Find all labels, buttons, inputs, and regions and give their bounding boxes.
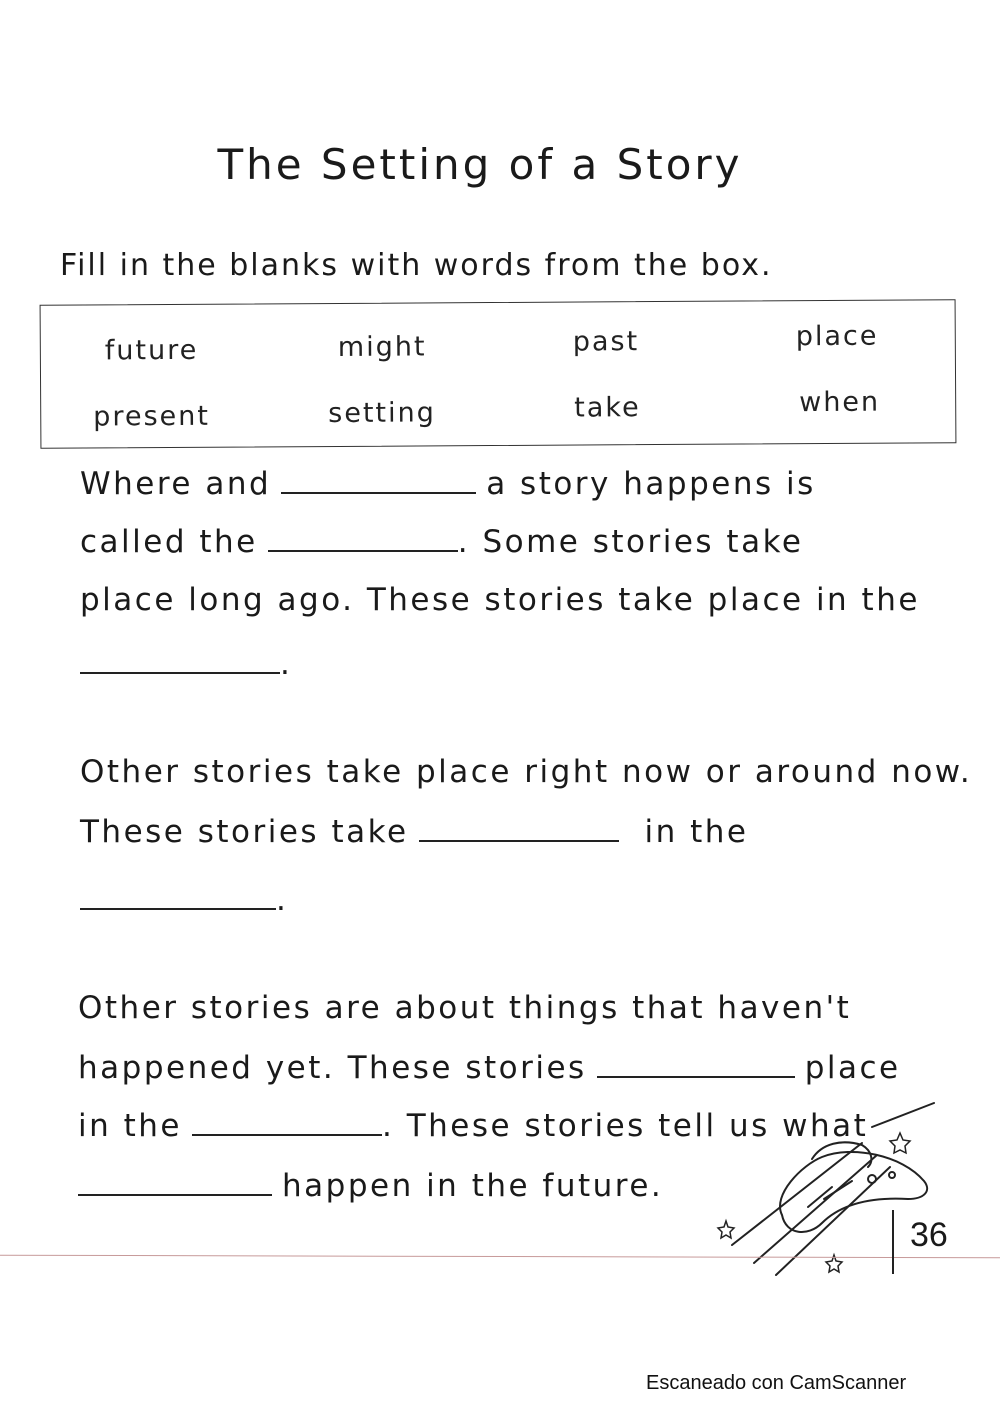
blank-field[interactable]: [419, 814, 619, 842]
blank-field[interactable]: [281, 466, 476, 494]
paragraph1-line2: [80, 524, 804, 560]
text: . Some stories take: [457, 524, 804, 560]
blank-field[interactable]: [80, 646, 280, 674]
word-bank-item: past: [572, 326, 640, 358]
text: . These stories tell us what: [382, 1108, 869, 1144]
word-bank-box: [40, 299, 957, 449]
paragraph2-line3: [80, 882, 288, 918]
text: in the: [644, 814, 749, 850]
paragraph2-line2: [80, 814, 749, 850]
text: These stories take: [80, 814, 409, 850]
star-icon: [890, 1133, 910, 1153]
word-bank-item: place: [795, 320, 879, 353]
text: .: [276, 882, 289, 918]
word-bank-item: take: [574, 392, 641, 424]
paragraph3-line4: [78, 1168, 663, 1204]
blank-field[interactable]: [80, 882, 276, 910]
text: .: [280, 646, 293, 682]
worksheet-title: The Setting of a Story: [217, 140, 743, 189]
blank-field[interactable]: [78, 1168, 272, 1196]
paragraph3-line2: [78, 1050, 901, 1086]
text: a story happens is: [486, 466, 816, 502]
star-icon: [718, 1221, 734, 1238]
text: in the: [78, 1108, 182, 1144]
text: happen in the future.: [282, 1168, 664, 1204]
word-bank-item: might: [337, 331, 427, 363]
blank-field[interactable]: [192, 1108, 382, 1136]
scanner-watermark: Escaneado con CamScanner: [646, 1372, 907, 1394]
page-number: 36: [910, 1216, 948, 1254]
text: happened yet. These stories: [78, 1050, 587, 1086]
paragraph1-line4: [80, 646, 292, 682]
word-bank-item: present: [93, 400, 210, 433]
word-bank-item: setting: [328, 397, 436, 430]
paragraph2-line1: Other stories take place right now or around now.: [80, 754, 973, 790]
text: place: [804, 1050, 901, 1086]
paragraph1-line3: place long ago. These stories take place in the: [80, 582, 920, 618]
instructions: Fill in the blanks with words from the box.: [60, 248, 773, 283]
blank-field[interactable]: [268, 524, 458, 552]
word-bank-item: future: [104, 334, 199, 367]
blank-field[interactable]: [597, 1050, 795, 1078]
text: called the: [80, 524, 258, 560]
text: Where and: [80, 466, 272, 502]
word-bank-item: when: [799, 386, 881, 419]
paragraph3-line1: Other stories are about things that haven't: [78, 990, 852, 1026]
paragraph1-line1: [80, 466, 816, 502]
